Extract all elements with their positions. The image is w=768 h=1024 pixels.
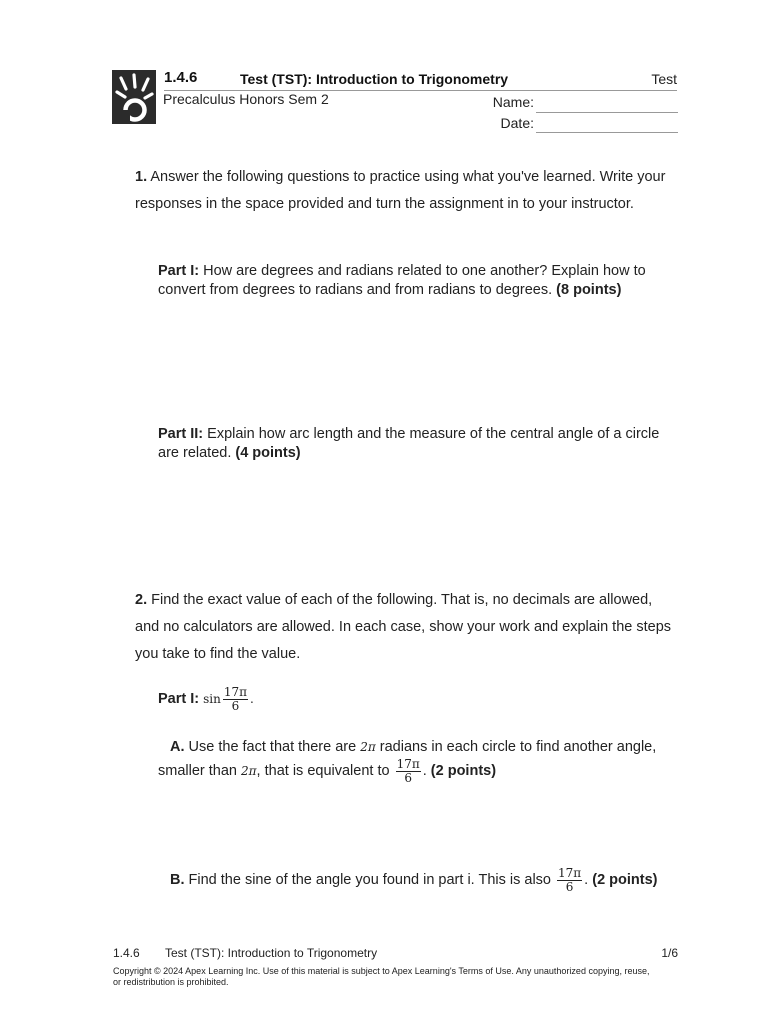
- course-name: Precalculus Honors Sem 2: [163, 91, 329, 107]
- footer-lesson-number: 1.4.6: [113, 946, 140, 960]
- part-text: Explain how arc length and the measure of the central angle of a circle are related.: [158, 426, 660, 461]
- two-pi: 2π: [360, 740, 376, 754]
- footer-title: Test (TST): Introduction to Trigonometry: [165, 946, 378, 960]
- apex-logo-icon: [112, 70, 156, 124]
- question-1-part-2: [158, 425, 683, 463]
- date-label: Date:: [500, 115, 534, 131]
- part-label: Part I:: [158, 263, 200, 279]
- part-label: Part II:: [158, 426, 204, 442]
- name-label: Name:: [492, 94, 534, 110]
- part-label: A.: [170, 739, 185, 755]
- fraction-17pi-over-6: $\frac{17\pi}{6}$: [396, 757, 420, 785]
- fraction-17pi-over-6: $\frac{17\pi}{6}$: [558, 866, 582, 894]
- two-pi: 2π: [241, 764, 257, 778]
- lesson-number: 1.4.6: [164, 69, 198, 86]
- points-label: (2 points): [430, 763, 497, 779]
- sine-function: sin: [203, 692, 221, 706]
- question-number: 2.: [135, 592, 148, 608]
- document-title: Test (TST): Introduction to Trigonometry: [240, 71, 509, 87]
- question-2-part-b: B. Find the sine of the angle you found in part i. This is also $\frac{17\pi}{6}$ . (2 points): [170, 866, 658, 894]
- part-text: How are degrees and radians related to one another? Explain how to convert from degrees to radians and from radians to degrees.: [158, 263, 646, 298]
- points-label: (4 points): [235, 445, 301, 461]
- points-label: (8 points): [556, 282, 622, 298]
- name-field[interactable]: [536, 112, 678, 113]
- part-label: B.: [170, 872, 185, 888]
- document-type: Test: [651, 71, 677, 87]
- part-label: Part I:: [158, 691, 200, 707]
- question-2-part-a-line-1: A. Use the fact that there are 2π radians in each circle to find another angle,: [170, 739, 657, 755]
- question-2: [135, 587, 680, 668]
- copyright-notice: Copyright © 2024 Apex Learning Inc. Use of this material is subject to Apex Learning's Terms of Use. Any unauthorized copying, reuse, or redistribution is prohibited.: [113, 966, 650, 987]
- question-number: 1.: [135, 169, 148, 185]
- question-1-part-1: [158, 262, 678, 300]
- question-1: [135, 164, 680, 218]
- page-number: 1/6: [661, 946, 678, 960]
- fraction-17pi-over-6: $\frac{17\pi}{6}$: [223, 685, 248, 713]
- points-label: (2 points): [592, 872, 658, 888]
- date-field[interactable]: [536, 132, 678, 133]
- question-text: Find the exact value of each of the following. That is, no decimals are allowed, and no calculators are allowed. In each case, show your work and explain the steps you take to find the value.: [135, 592, 672, 662]
- question-2-part-1: Part I: sin $\frac{17\pi}{6}$ .: [158, 685, 254, 713]
- question-2-part-a-line-2: smaller than 2π, that is equivalent to $\frac{17\pi}{6}$ . (2 points): [158, 757, 497, 785]
- question-text: Answer the following questions to practice using what you've learned. Write your responses in the space provided and turn the assignment in to your instructor.: [135, 169, 666, 212]
